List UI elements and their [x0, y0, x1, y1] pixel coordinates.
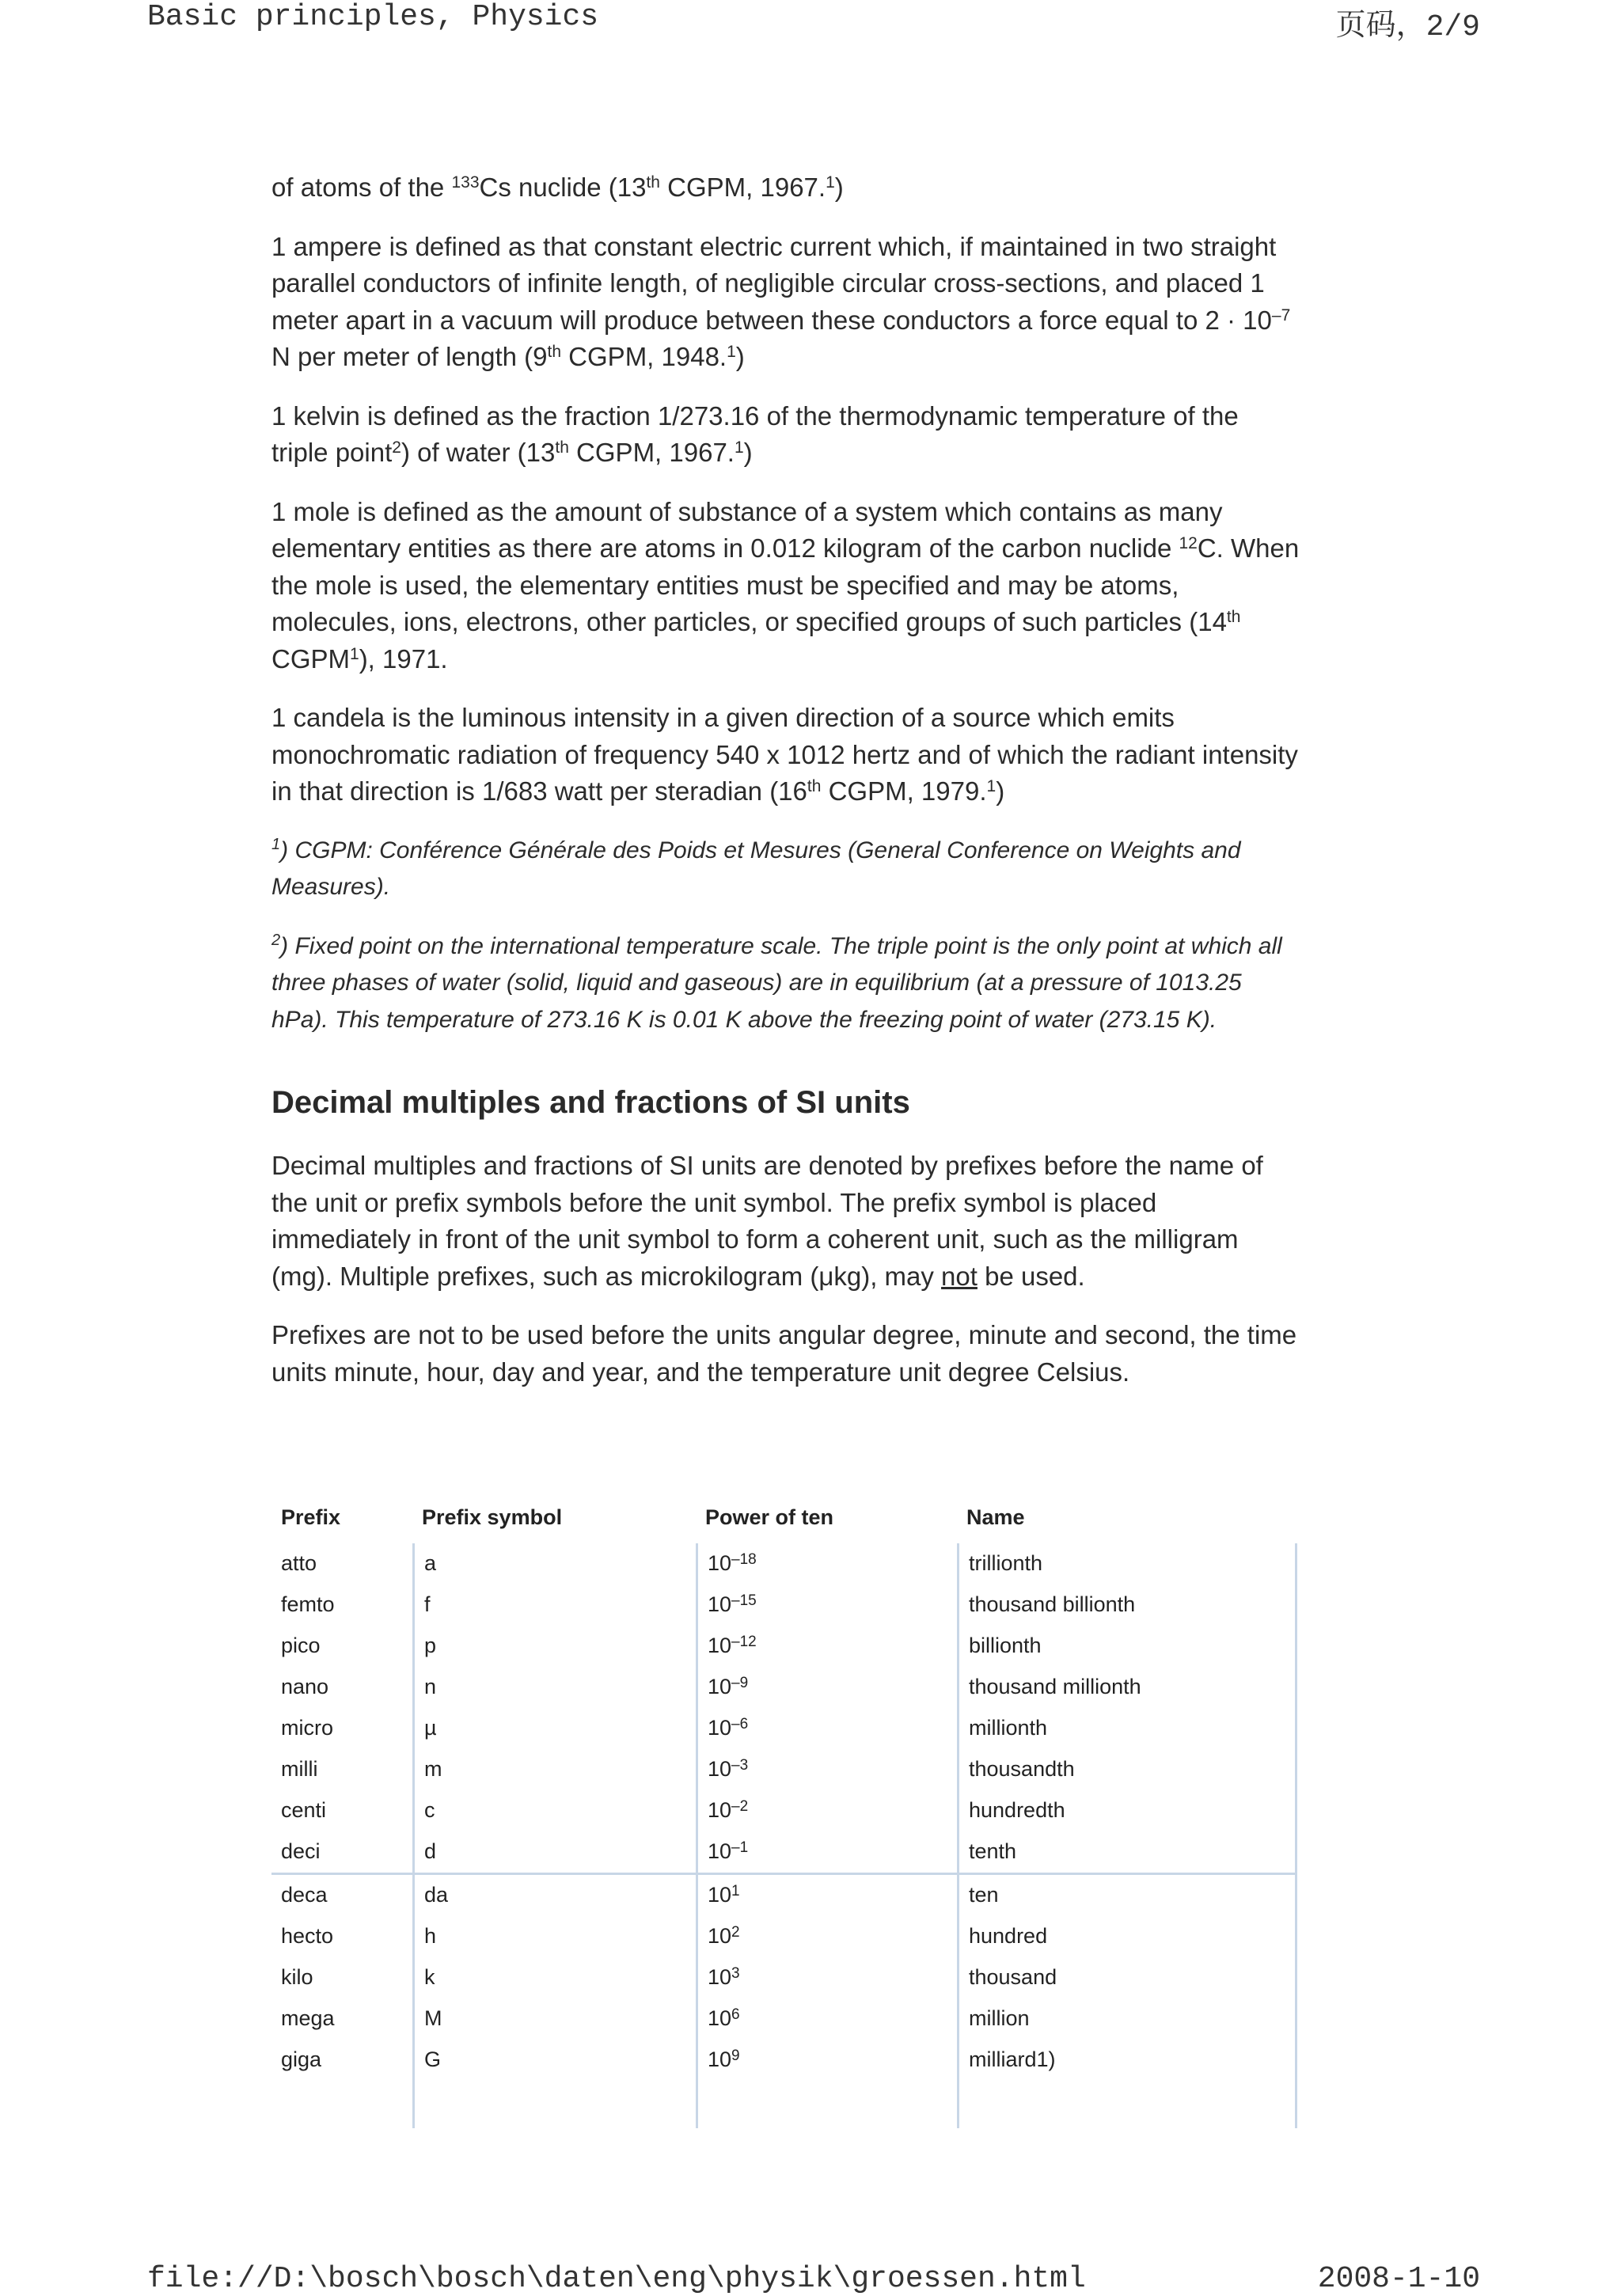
para-decimal: Decimal multiples and fractions of SI units are denoted by prefixes before the name of the unit or prefix symbols before the unit symbol. The prefix symbol is placed immediately in front of the unit symbol to form a coherent unit, such as the milligram (mg). Multiple prefixes, such as microkilogram (μkg), may not be used. — [271, 1151, 1263, 1291]
table-body — [271, 1543, 1297, 2081]
symbol-cell: h — [412, 1916, 696, 1957]
symbol-cell: d — [412, 1831, 696, 1873]
name-cell: thousand millionth — [957, 1667, 1297, 1708]
header-title: Basic principles, Physics — [147, 0, 599, 34]
power-cell: $10^{-15}$ — [696, 1584, 957, 1626]
prefix-cell: deci — [281, 1839, 321, 1863]
prefix-cell: kilo — [281, 1965, 313, 1989]
name-cell: ten — [957, 1875, 1297, 1916]
power-cell: $10^3$ — [696, 1957, 957, 1998]
table-row — [271, 1749, 1297, 1790]
footer-date: 2008-1-10 — [1317, 2262, 1480, 2296]
symbol-cell: p — [412, 1626, 696, 1667]
footer-file-path: file://D:\bosch\bosch\daten\eng\physik\groessen.html — [147, 2262, 1086, 2296]
para-ampere: 1 ampere is defined as that constant electric current which, if maintained in two straight parallel conductors of infinite length, of negligible circular cross-sections, and placed 1 meter apart in a vacuum will produce between these conductors a force equal to $2 \cdot 10^{-7}$ N per meter of length (9th CGPM, 1948.$^1$) — [271, 231, 1291, 371]
power-cell: $10^6$ — [696, 1998, 957, 2040]
para-prefixes: Prefixes are not to be used before the units angular degree, minute and second, the time units minute, hour, day and year, and the temperature unit degree Celsius. — [271, 1320, 1297, 1387]
header-page-number: 页码，2/9 — [1335, 10, 1480, 44]
symbol-cell: k — [412, 1957, 696, 1998]
symbol-cell: m — [412, 1749, 696, 1790]
prefix-cell: giga — [281, 2047, 322, 2071]
name-cell: thousandth — [957, 1749, 1297, 1790]
name-cell: thousand billionth — [957, 1584, 1297, 1626]
table-header-cell: Power of ten — [705, 1505, 834, 1529]
table-row — [271, 1626, 1297, 1667]
prefix-cell: atto — [281, 1551, 317, 1575]
table-row — [271, 1957, 1297, 1998]
name-cell: millionth — [957, 1708, 1297, 1749]
table-header-cell: Prefix symbol — [422, 1505, 563, 1529]
power-cell: $10^{-9}$ — [696, 1667, 957, 1708]
power-cell: $10^{-6}$ — [696, 1708, 957, 1749]
table-row — [271, 1667, 1297, 1708]
main-content — [271, 169, 1300, 1413]
table-row — [271, 1543, 1297, 1584]
prefix-cell: mega — [281, 2006, 335, 2030]
name-cell: trillionth — [957, 1543, 1297, 1584]
table-row — [271, 1584, 1297, 1626]
symbol-cell: da — [412, 1875, 696, 1916]
power-cell: $10^{-1}$ — [696, 1831, 957, 1873]
name-cell: million — [957, 1998, 1297, 2040]
name-cell: milliard1) — [957, 2040, 1297, 2081]
table-row — [271, 1708, 1297, 1749]
symbol-cell: M — [412, 1998, 696, 2040]
name-cell: hundredth — [957, 1790, 1297, 1831]
table-row — [271, 1998, 1297, 2040]
symbol-cell: f — [412, 1584, 696, 1626]
para-candela: 1 candela is the luminous intensity in a given direction of a source which emits monochromatic radiation of frequency 540 x 1012 hertz and of which the radiant intensity in that direction is 1/683 watt per steradian (16th CGPM, 1979.$^1$) — [271, 703, 1298, 806]
power-cell: $10^2$ — [696, 1916, 957, 1957]
prefix-cell: micro — [281, 1716, 333, 1740]
power-cell: $10^9$ — [696, 2040, 957, 2081]
table-row — [271, 2040, 1297, 2081]
table-row — [271, 1790, 1297, 1831]
table-bottom-space — [271, 2081, 1297, 2128]
para-mole: 1 mole is defined as the amount of substance of a system which contains as many elementary entities as there are atoms in 0.012 kilogram of the carbon nuclide $^{12}$C. When the mole is used, the elementary entities must be specified and may be atoms, molecules, ions, electrons, other particles, or specified groups of such particles (14th CGPM$^1$), 1971. — [271, 496, 1300, 674]
power-cell: $10^{-2}$ — [696, 1790, 957, 1831]
prefix-cell: pico — [281, 1634, 321, 1657]
name-cell: hundred — [957, 1916, 1297, 1957]
section-title: Decimal multiples and fractions of SI units — [271, 1085, 910, 1120]
power-cell: $10^{-12}$ — [696, 1626, 957, 1667]
table-row — [271, 1831, 1297, 1873]
table-header-row — [271, 1490, 1297, 1543]
para-second: of atoms of the $^{133}$Cs nuclide (13th CGPM, 1967.$^1$) — [271, 173, 844, 202]
name-cell: thousand — [957, 1957, 1297, 1998]
table-header-cell: Prefix — [281, 1505, 341, 1529]
power-cell: $10^{-3}$ — [696, 1749, 957, 1790]
footnote-1: $^1$) CGPM: Conférence Générale des Poids et Mesures (General Conference on Weights and Measures). — [271, 835, 1241, 900]
symbol-cell: µ — [412, 1708, 696, 1749]
footnote-2: $^2$) Fixed point on the international temperature scale. The triple point is the only point at which all three phases of water (solid, liquid and gaseous) are in equilibrium (at a pressure of 1013.25 hPa). This temperature of 273.16 K is 0.01 K above the freezing point of water (273.15 K). — [271, 931, 1282, 1033]
para-kelvin: 1 kelvin is defined as the fraction 1/273.16 of the thermodynamic temperature of the triple point$^2$) of water (13th CGPM, 1967.$^1$) — [271, 400, 1239, 467]
prefix-cell: femto — [281, 1592, 335, 1616]
symbol-cell: a — [412, 1543, 696, 1584]
prefix-cell: centi — [281, 1798, 327, 1822]
power-cell: $10^{-18}$ — [696, 1543, 957, 1584]
symbol-cell: n — [412, 1667, 696, 1708]
prefix-table — [271, 1490, 1297, 2128]
table-header-cell: Name — [966, 1505, 1025, 1529]
table-row — [271, 1873, 1297, 1916]
name-cell: tenth — [957, 1831, 1297, 1873]
name-cell: billionth — [957, 1626, 1297, 1667]
symbol-cell: G — [412, 2040, 696, 2081]
symbol-cell: c — [412, 1790, 696, 1831]
prefix-cell: milli — [281, 1757, 318, 1781]
prefix-cell: nano — [281, 1675, 329, 1698]
power-cell: $10^1$ — [696, 1875, 957, 1916]
prefix-cell: hecto — [281, 1924, 334, 1948]
prefix-cell: deca — [281, 1883, 328, 1907]
table-row — [271, 1916, 1297, 1957]
